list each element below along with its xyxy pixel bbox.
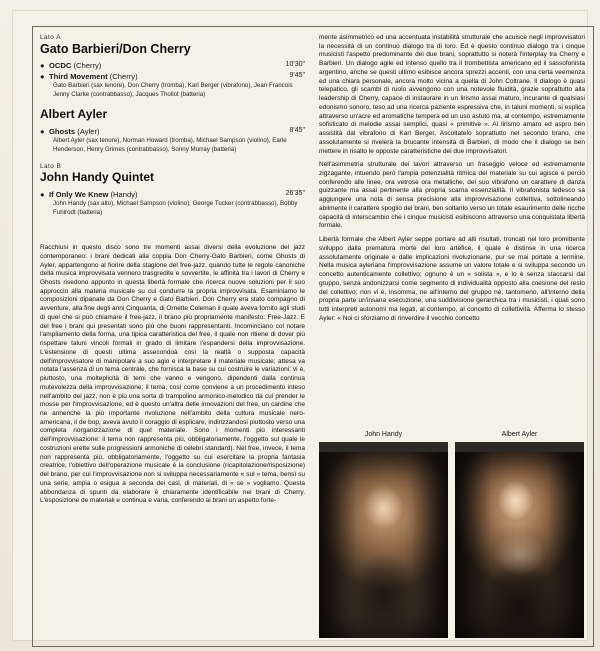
track-time: 8'45"	[289, 126, 305, 134]
tracklist-side-a	[40, 34, 305, 99]
track-time: 10'30"	[285, 61, 305, 69]
photo-image-john-handy	[319, 452, 448, 638]
tracklist-side-b	[40, 163, 305, 217]
artist-heading-ayler: Albert Ayler	[40, 107, 108, 122]
photo-grain	[319, 452, 448, 638]
bullet-icon: ●	[40, 126, 45, 136]
photo-grain	[455, 452, 584, 638]
track-title	[49, 127, 285, 136]
photo-john-handy	[319, 431, 448, 638]
left-column	[40, 34, 305, 638]
track-title-text: Third Movement	[49, 71, 108, 81]
track-title-text: OCDC	[49, 61, 72, 71]
liner-notes-right-para-3: Libertà formale che Albert Ayler seppe portare ad alti risultati, troncati nel loro promittente sviluppo dalla prematura morte del loro artefice, il quale è distinse in una ricerca assolutamente originale e dalle implicazioni rivoluzionarie, pur se mai portate a termine. Nella musica ayleriana l'improvvisazione assume un valore totale e si sviluppa secondo un concetto autenticamente collettivo: ognuno è un « solista », e lo è senza staccarsi dal gruppo, senza andonizzarsi come segmento di individualità opposto alla coesione del resto del collettivo; non vi è, insomma, ne all'interno del gruppo né, tantomeno, all'interno della propria parte un'insana esecuzione, una suddivisione gerarchica tra i musicisti, i quali sono tutti interpreti autonomi ma legati, al contempo, al concetto di collettività. Afferma lo stesso Ayler: « Noi ci sforziamo di rinverdire il vecchio concetto	[319, 236, 585, 322]
bullet-icon: ●	[40, 189, 45, 199]
tracklist-ayler	[40, 108, 305, 154]
track-time: 26'35"	[285, 189, 305, 197]
track-title-text: Ghosts	[49, 126, 76, 136]
side-label-b: Lato B	[40, 163, 62, 171]
photo-row	[319, 431, 585, 638]
personnel-credits: John Handy (sax alto), Michael Sampson (violino), George Tucker (contrabbasso), Bobby Fuhlrodt (batteria)	[53, 200, 298, 216]
personnel-credits: Albert Ayler (sax tenore), Norman Howard (tromba), Michael Sampson (violino), Earle Henderson, Henry Grimes (contrabbasso), Sonny Murray (batteria)	[53, 137, 287, 153]
track-title	[49, 190, 282, 199]
bullet-icon: ●	[40, 71, 45, 81]
liner-notes-right-para-2: Nell'asimmetria strutturale dei lavori attraverso un fraseggio veloce ed estremamente zigzagante, intuendo però l'ampia potenzialità ritmica del materiale su cui agisce e perciò conferendo alle linee, ora vetrose ora metalliche, del suo vibrafono un carattere di danza guizzante ma assai pertinente alla propria scarna essenzialità. Il vibrafonista tedesco sa aggiungere una nota di sensa precisione alla improvvisazione collettiva, sottolineando abilmente il carattere spoglio dei brani, ben soltanto verso un totale esaurimento delle ricche capacità di interscambio che i cinque musicisti esibiscono attraverso una conquistata libertà formale.	[319, 161, 585, 230]
artist-heading-barbieri-cherry: Gato Barbieri/Don Cherry	[40, 42, 191, 56]
liner-notes-left-body: Racchiusi in questo disco sono tre momenti assai diversi della evoluzione del jazz contemporaneo: i brani dedicati alla coppia Don Cherry-Gato Barbieri, come Ghosts di Ayler, appartengono al fiorire della stagione del free-jazz, quando tutte le regole canoniche della musica improvvisata vennero trasgredite e sovvertite, le affinità tra i lavori di Cherry e Ghosts risedono appunto in questa libertà formale che ricerca nuove soluzioni per il suo approccio alla materia musicale su cui condurre la propria improvvisata. Esaminiamo le composizioni dipanate da Don Cherry e Gato Barbieri. Don Cherry era stato compagno di avventure, alla fine degli anni Cinquanta, di Ornette Coleman il quale aveva fornito agli studi di quel che si può chiamare il free-jazz, il brano più propriamente manifesto: Free-Jazz. E del free i brani qui presentati sono più che buoni rappresentanti. Incominciano col notare l'ampliamento della forma, una tipica caratteristica del free, il quale non ritiene di dover più rispettare taluni vincoli formali in grado di limitare l'espandersi della improvvisazione. L'estensione di questi ultima assecondoà così la realtà o supposta capacità dell'improvvisatore di manipolare a suo agio e interpretare il materiale musicale; attesa va notata l'assenza di un tema centrale, che fornisca la base su cui costruire le variazioni: vi è, piuttosto, una molteplicità di temi che vanno e vengono, dipendenti dalla continua mutevolezza della improvvisazione; il tema, così come conviene a un procedimento inteso nell'ambito del jazz, non è più una sorta di trampolino armonico-melodico da cui prender le mosse per l'improvvisazione, ed è questo un'altra delle innovazioni del free, un cardine che ne annenche la più importante rivoluzione nell'ambito della cultura musicale nero-americana, il de bop, aveva avuto il coraggio di esplicare, indirizzandosi piuttosto verso una completa riorganizzazione di quel materiale. Sono i momenti più interessanti dell'improvvisazione: il tema non rappresenta più, obbligatoriamente, l'oggetto sul quale le costruzioni erette sulle progressioni armoniche di celebri standard). Nel free, invece, il tema non rappresenta più, obbligatoriamente, l'oggetto su cui esercitare la propria fantasia creatrice, l'obiettivo dell'operazione musicale è la conclusione (ricapitolazione/risposizione) del brano, per cui l'improvvisazione non si sviluppa necessariamente « sul » tema, bensì su una serie, ampia o esigua a seconda dei casi, di materiali, di « se » vogliamo. Questa abbondanza di spunti da elaborare è chiaramente identificabile nei brani di Cherry. L'esposizione de materiali e continua e varia, conferendo ai brani un aspetto forte-	[40, 244, 305, 505]
track-composer: (Handy)	[110, 189, 138, 199]
track-composer: (Cherry)	[109, 71, 138, 81]
track-row	[40, 61, 305, 70]
track-row	[40, 72, 305, 81]
two-column-layout	[40, 34, 585, 638]
photo-image-albert-ayler	[455, 452, 584, 638]
track-title	[49, 72, 285, 81]
photo-vignette	[455, 452, 584, 638]
artist-heading-handy: John Handy Quintet	[40, 170, 154, 185]
photo-vignette	[319, 452, 448, 638]
track-title-text: If Only We Knew	[49, 189, 109, 199]
liner-notes-page	[12, 10, 588, 641]
liner-notes-right-para-1: mente asimmetrico ed una accentuata instabilità strutturale che acuisce negli improvvisatori la necessità di un continuo dialogo tra di loro. Ed è questo continuo dialogo tra i cinque musicisti l'aspetto predominante dei due brani, soprattutto si noterà l'interplay tra Cherry e Barbieri. Un dialogo agile ed intenso quello tra il trombettista americano ed il sassofonista argentino, anche se questi ultimo esibisce ancora sprezzi accenti, con una certa veemenza ed una chiara personale, ancora molto vicina a quella di John Coltrane. Il dialogo è quasi telepatico, gli scambi di ruolo avvengono con una notevole fluidità, grazie soprattutto alla leadership di Cherry, capace di instaurare in un lirismo assai maturo, incurante di qualsiasi edonismo sonoro, teso ad una ricerca paziente espressiva che, in taluni momenti, si esplica attraverso un'acre ed aromatiche tempera ed un uso astuto ma, al contempo, estremamente sofisticato di melodie assai semplici, quasi « primitive ». Al lirismo amaro ed aspro ben assistità dal vibrafono di Karl Berger. Ascoltatelo soprattutto nel secondo brano, che assolutamente si rivelerà la brucante intensità di Barbieri, di modo che il dialogo se ben mettere in risalto le opposte caratteristiche dei due improvvisatori.	[319, 34, 585, 155]
track-time: 9'45"	[289, 71, 305, 79]
bullet-icon: ●	[40, 61, 45, 71]
photo-caption: Albert Ayler	[501, 431, 538, 438]
photo-caption: John Handy	[364, 431, 403, 438]
photo-albert-ayler	[455, 431, 584, 638]
track-row	[40, 190, 305, 199]
track-composer: (Ayler)	[77, 126, 100, 136]
spacer	[40, 226, 305, 236]
track-row	[40, 127, 305, 136]
personnel-credits: Gato Barbieri (sax tenore), Don Cherry (tromba), Karl Berger (vibrafono), Jean Francois Jenny Clarke (contrabbasso), Jacques Thollot (batteria)	[53, 82, 293, 98]
side-label-a: Lato A	[40, 34, 61, 41]
track-composer: (Cherry)	[73, 61, 102, 71]
track-title	[49, 61, 282, 70]
right-column	[319, 34, 585, 638]
